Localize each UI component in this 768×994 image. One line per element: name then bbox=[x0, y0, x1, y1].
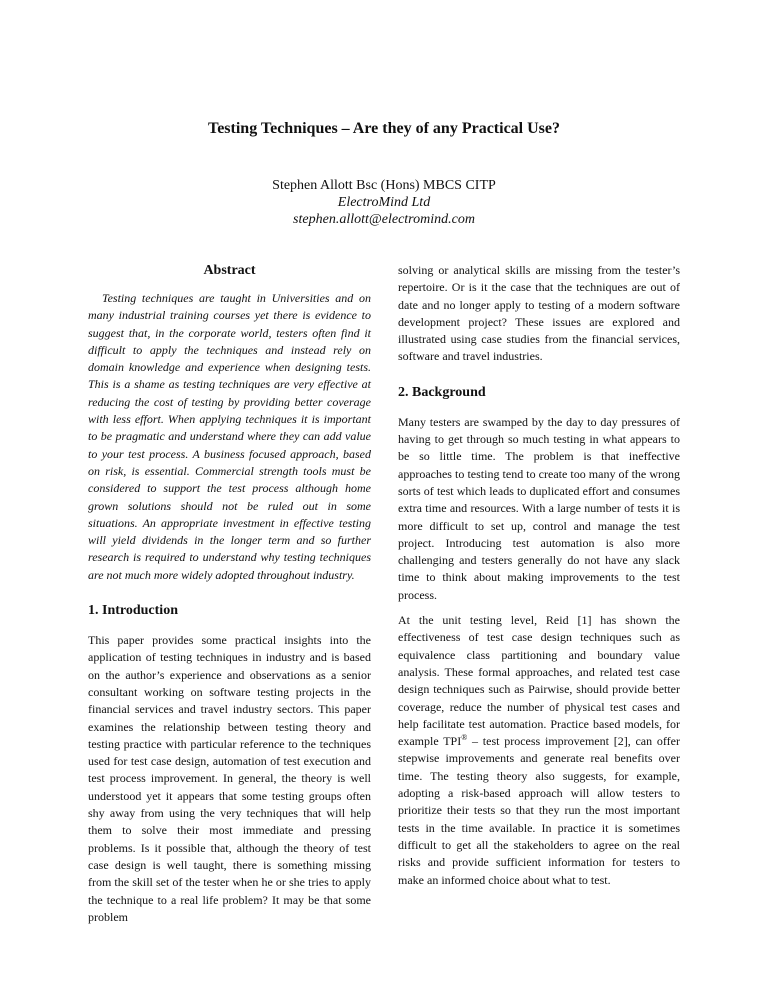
introduction-heading: 1. Introduction bbox=[88, 603, 178, 619]
abstract-text: Testing techniques are taught in Universities and on many industrial training courses yet there is evidence to suggest that, in the corporate world, testers often find it difficult to apply the techniques and instead rely on domain knowledge and experience when designing tests. This is a shame as testing techniques are very effective at reducing the cost of testing by providing better coverage with less effort. When applying techniques it is important to be pragmatic and understand where they can add value to your test process. A business focused approach, based on risk, is essential. Commercial strength tools must be considered to support the test process although home grown solutions should not be ruled out in some situations. An appropriate investment in effective testing will yield dividends in the longer term and so further research is required to understand why testing techniques are not much more widely adopted throughout industry. bbox=[88, 291, 371, 582]
author-email: stephen.allott@electromind.com bbox=[293, 212, 475, 227]
left-column bbox=[88, 262, 371, 926]
background-paragraph-2a: At the unit testing level, Reid [1] has shown the effectiveness of test case design techniques such as equivalence class partitioning and boundary value analysis. These formal approaches, and related test case design techniques such as Pairwise, should provide better coverage, reduce the number of physical test cases and help facilitate test automation. Practice based models, for example TPI bbox=[398, 613, 680, 749]
registered-mark: ® bbox=[461, 733, 468, 743]
background-paragraph-2 bbox=[398, 612, 680, 889]
introduction-text: This paper provides some practical insights into the application of testing techniques in industry and is based on the author’s experience and observations as a senior consultant working on software testing projects in the financial services and travel industry sectors. This paper examines the relationship between testing theory and testing practice with particular reference to the techniques used for test case design, automation of test execution and test process improvement. In general, the theory is well understood yet it appears that some testing groups often shy away from using the very techniques that will help them to solve their most immediate and pressing problems. Is it possible that, although the theory of test case design is well taught, there is something missing from the skill set of the tester when he or she tries to apply the technique to a real life problem? It may be that some problem bbox=[88, 633, 371, 924]
paper-title: Testing Techniques – Are they of any Practical Use? bbox=[207, 120, 560, 137]
background-paragraph-2b: – test process improvement [2], can offer stepwise improvements and generate real benefits over time. The testing theory also suggests, for example, adopting a risk-based approach will allow testers to prioritize their tests so that they run the most important tests in the time available. In practice it is sometimes difficult to get all the stakeholders to agree on the real risks and provide sufficient information for testers to make an informed choice about what to test. bbox=[398, 734, 680, 887]
author-block bbox=[0, 177, 768, 228]
background-heading: 2. Background bbox=[398, 384, 486, 400]
introduction-continuation: solving or analytical skills are missing from the tester’s repertoire. Or is it the case that the techniques are out of date and no longer apply to testing of a modern software development project? These issues are explored and illustrated using case studies from the financial services, software and travel industries. bbox=[398, 263, 680, 364]
abstract-heading: Abstract bbox=[203, 263, 256, 278]
right-column bbox=[398, 262, 680, 889]
background-paragraph-1: Many testers are swamped by the day to day pressures of having to get through so much testing in what appears to be so little time. The problem is that ineffective approaches to testing tend to create too many of the wrong sorts of test which leads to duplicated effort and consumes extra time and resources. With a large number of tests it is more difficult to set up, control and manage the test project. Introducing test automation is also more challenging and testers generally do not have any slack time to think about making improvements to the test process. bbox=[398, 414, 680, 602]
author-affiliation: ElectroMind Ltd bbox=[337, 195, 431, 210]
author-name: Stephen Allott Bsc (Hons) MBCS CITP bbox=[272, 178, 496, 193]
